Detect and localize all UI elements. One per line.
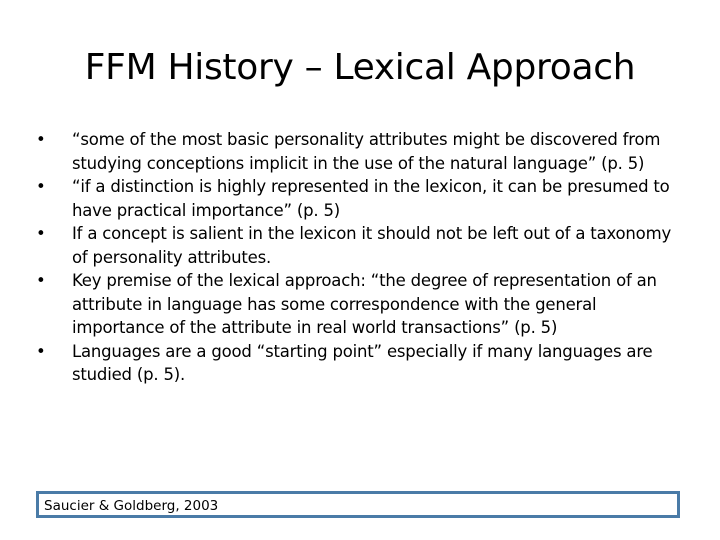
slide-title: FFM History – Lexical Approach [84, 47, 636, 88]
bullet-text: If a concept is salient in the lexicon it should not be left out of a taxonomy of personality attributes. [72, 224, 672, 267]
bullet-text: “if a distinction is highly represented in the lexicon, it can be presumed to have practical importance” (p. 5) [72, 177, 670, 220]
bullet-list [36, 128, 676, 387]
bullet-text: “some of the most basic personality attributes might be discovered from studying conceptions implicit in the use of the natural language” (p. 5) [72, 130, 661, 173]
bullet-item [36, 340, 676, 387]
bullet-marker: • [36, 177, 46, 196]
bullet-marker: • [36, 271, 46, 290]
bullet-item [36, 128, 676, 175]
bullet-item [36, 175, 676, 222]
bullet-item [36, 269, 676, 340]
bullet-item [36, 222, 676, 269]
bullet-text: Languages are a good “starting point” especially if many languages are studied (p. 5). [72, 341, 653, 384]
bullet-text: Key premise of the lexical approach: “the degree of representation of an attribute in language has some correspondence with the general importance of the attribute in real world transactions” (p. 5) [72, 271, 657, 337]
bullet-marker: • [36, 130, 46, 149]
bullet-marker: • [36, 224, 46, 243]
citation-box [36, 491, 680, 518]
bullet-marker: • [36, 341, 46, 361]
citation-text: Saucier & Goldberg, 2003 [44, 498, 219, 514]
